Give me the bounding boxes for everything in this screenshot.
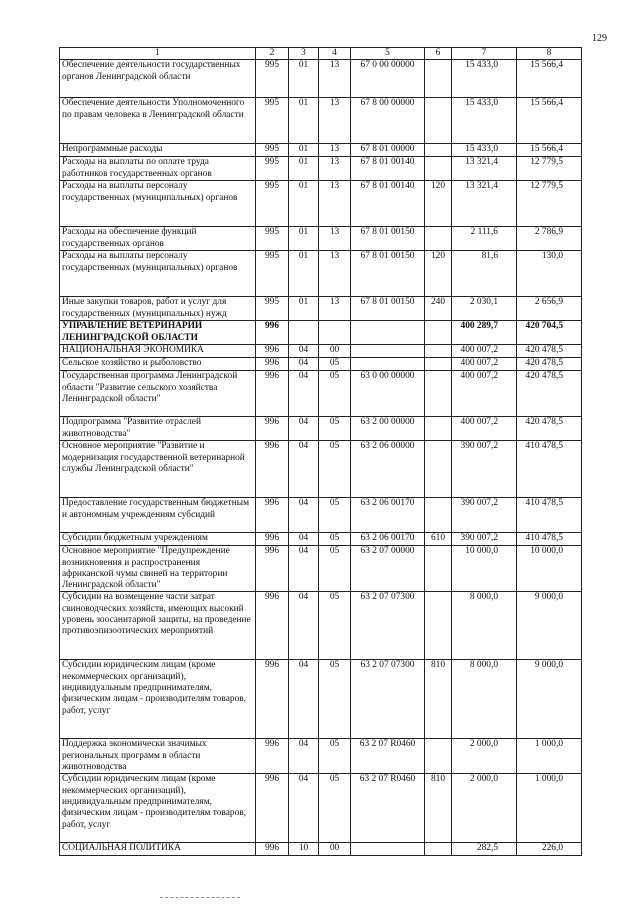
- cell-expense-type: [425, 321, 452, 345]
- cell-subsection: 05: [319, 417, 351, 441]
- cell-section: 01: [289, 157, 319, 181]
- cell-amount-year2: 420 478,5: [517, 345, 582, 358]
- cell-amount-year2: 130,0: [517, 251, 582, 297]
- cell-amount-year1: 2 111,6: [452, 227, 517, 251]
- table-row: [60, 227, 582, 251]
- cell-amount-year1: 15 433,0: [452, 98, 517, 144]
- cell-amount-year2: 9 000,0: [517, 592, 582, 660]
- cell-amount-year1: 2 030,1: [452, 297, 517, 321]
- cell-name: Непрограммные расходы: [60, 144, 256, 157]
- cell-subsection: 05: [319, 441, 351, 498]
- table-row: [60, 181, 582, 227]
- cell-code: 995: [256, 144, 289, 157]
- cell-amount-year1: 15 433,0: [452, 144, 517, 157]
- cell-amount-year1: 13 321,4: [452, 181, 517, 227]
- cell-target-article: 63 2 00 00000: [351, 417, 425, 441]
- cell-section: 01: [289, 144, 319, 157]
- cell-subsection: 05: [319, 498, 351, 533]
- cell-code: 996: [256, 345, 289, 358]
- cell-name: Основное мероприятие "Предупреждение возникновения и распространения африканской чумы свиней на территории Ленинградской области": [60, 546, 256, 592]
- column-header: 3: [289, 48, 319, 60]
- cell-code: 996: [256, 739, 289, 774]
- cell-amount-year2: 226,0: [517, 843, 582, 856]
- cell-expense-type: [425, 98, 452, 144]
- cell-name: Субсидии бюджетным учреждениям: [60, 533, 256, 546]
- table-row: [60, 251, 582, 297]
- cell-subsection: 13: [319, 157, 351, 181]
- table-row: [60, 843, 582, 856]
- cell-amount-year1: 10 000,0: [452, 546, 517, 592]
- cell-expense-type: [425, 498, 452, 533]
- cell-subsection: 13: [319, 60, 351, 98]
- cell-expense-type: [425, 739, 452, 774]
- cell-expense-type: [425, 345, 452, 358]
- cell-subsection: 05: [319, 660, 351, 739]
- cell-subsection: 00: [319, 843, 351, 856]
- cell-expense-type: 120: [425, 181, 452, 227]
- cell-amount-year1: 2 000,0: [452, 774, 517, 843]
- cell-amount-year1: 13 321,4: [452, 157, 517, 181]
- cell-code: 996: [256, 498, 289, 533]
- cell-target-article: 63 2 07 00000: [351, 546, 425, 592]
- cell-code: 996: [256, 592, 289, 660]
- cell-target-article: 63 2 07 07300: [351, 592, 425, 660]
- cell-target-article: 63 0 00 00000: [351, 371, 425, 417]
- cell-amount-year2: 420 704,5: [517, 321, 582, 345]
- cell-code: 996: [256, 358, 289, 371]
- cell-expense-type: [425, 417, 452, 441]
- cell-amount-year1: 81,6: [452, 251, 517, 297]
- cell-expense-type: [425, 546, 452, 592]
- cell-code: 995: [256, 227, 289, 251]
- cell-subsection: 13: [319, 251, 351, 297]
- cell-expense-type: [425, 441, 452, 498]
- cell-name: Субсидии на возмещение части затрат свиноводческих хозяйств, имеющих высокий уровень зоосанитарной защиты, на проведение противоэпизоотических мероприятий: [60, 592, 256, 660]
- cell-amount-year1: 8 000,0: [452, 592, 517, 660]
- budget-table: [59, 47, 582, 856]
- cell-name: Подпрограмма "Развитие отраслей животноводства": [60, 417, 256, 441]
- header-row: [60, 48, 582, 60]
- cell-section: 04: [289, 345, 319, 358]
- cell-section: 04: [289, 498, 319, 533]
- cell-amount-year1: 400 289,7: [452, 321, 517, 345]
- table-row: [60, 345, 582, 358]
- cell-amount-year1: 390 007,2: [452, 441, 517, 498]
- cell-amount-year1: 400 007,2: [452, 345, 517, 358]
- cell-code: 996: [256, 843, 289, 856]
- cell-expense-type: [425, 227, 452, 251]
- cell-name: Основное мероприятие "Развитие и модернизация государственной ветеринарной службы Ленинградской области": [60, 441, 256, 498]
- cell-amount-year2: 9 000,0: [517, 660, 582, 739]
- cell-expense-type: [425, 60, 452, 98]
- cell-name: Сельское хозяйство и рыболовство: [60, 358, 256, 371]
- cell-amount-year2: 410 478,5: [517, 498, 582, 533]
- cell-code: 995: [256, 181, 289, 227]
- cell-subsection: 05: [319, 546, 351, 592]
- cell-target-article: 67 8 01 00000: [351, 144, 425, 157]
- cell-code: 996: [256, 546, 289, 592]
- column-header: 8: [517, 48, 582, 60]
- cell-amount-year1: 400 007,2: [452, 371, 517, 417]
- cell-code: 995: [256, 157, 289, 181]
- cell-section: 01: [289, 251, 319, 297]
- cell-amount-year1: 282,5: [452, 843, 517, 856]
- cell-subsection: 13: [319, 297, 351, 321]
- cell-amount-year1: 390 007,2: [452, 533, 517, 546]
- cell-section: [289, 321, 319, 345]
- column-header: 1: [60, 48, 256, 60]
- cell-code: 996: [256, 660, 289, 739]
- cell-code: 995: [256, 251, 289, 297]
- cell-name: Расходы на обеспечение функций государственных органов: [60, 227, 256, 251]
- cell-section: 01: [289, 181, 319, 227]
- cell-expense-type: 120: [425, 251, 452, 297]
- cell-section: 01: [289, 60, 319, 98]
- cell-name: УПРАВЛЕНИЕ ВЕТЕРИНАРИИ ЛЕНИНГРАДСКОЙ ОБЛАСТИ: [60, 321, 256, 345]
- cell-target-article: 63 2 06 00170: [351, 498, 425, 533]
- cell-target-article: 67 8 00 00000: [351, 98, 425, 144]
- cell-amount-year2: 1 000,0: [517, 739, 582, 774]
- cell-amount-year2: 15 566,4: [517, 60, 582, 98]
- cell-section: 01: [289, 297, 319, 321]
- cell-target-article: [351, 843, 425, 856]
- cell-amount-year2: 2 786,9: [517, 227, 582, 251]
- table-row: [60, 592, 582, 660]
- table-row: [60, 739, 582, 774]
- cell-amount-year1: 390 007,2: [452, 498, 517, 533]
- cell-amount-year1: 8 000,0: [452, 660, 517, 739]
- cell-code: 996: [256, 371, 289, 417]
- table-row: [60, 660, 582, 739]
- cell-name: Государственная программа Ленинградской области "Развитие сельского хозяйства Ленинградской области": [60, 371, 256, 417]
- cell-code: 995: [256, 60, 289, 98]
- cell-target-article: 63 2 07 R0460: [351, 774, 425, 843]
- cell-name: Расходы на выплаты по оплате труда работников государственных органов: [60, 157, 256, 181]
- cell-code: 995: [256, 297, 289, 321]
- table-row: [60, 546, 582, 592]
- column-header: 7: [452, 48, 517, 60]
- cell-section: 01: [289, 227, 319, 251]
- cell-section: 04: [289, 546, 319, 592]
- cell-code: 996: [256, 417, 289, 441]
- cell-expense-type: 810: [425, 660, 452, 739]
- cell-expense-type: 810: [425, 774, 452, 843]
- table-row: [60, 441, 582, 498]
- cell-section: 04: [289, 774, 319, 843]
- cell-expense-type: [425, 144, 452, 157]
- cell-amount-year2: 410 478,5: [517, 533, 582, 546]
- cell-name: Предоставление государственным бюджетным и автономным учреждениям субсидий: [60, 498, 256, 533]
- cell-amount-year2: 12 779,5: [517, 181, 582, 227]
- cell-name: Расходы на выплаты персоналу государственных (муниципальных) органов: [60, 251, 256, 297]
- cell-target-article: [351, 358, 425, 371]
- cell-amount-year2: 420 478,5: [517, 417, 582, 441]
- table-row: [60, 533, 582, 546]
- cell-code: 996: [256, 321, 289, 345]
- table-row: [60, 98, 582, 144]
- cell-amount-year1: 400 007,2: [452, 358, 517, 371]
- cell-target-article: 67 8 01 00140: [351, 157, 425, 181]
- cell-amount-year2: 410 478,5: [517, 441, 582, 498]
- cell-amount-year1: 400 007,2: [452, 417, 517, 441]
- cell-section: 10: [289, 843, 319, 856]
- cell-expense-type: 610: [425, 533, 452, 546]
- cell-subsection: 05: [319, 533, 351, 546]
- cell-expense-type: [425, 371, 452, 417]
- cell-target-article: 63 2 07 R0460: [351, 739, 425, 774]
- cell-amount-year2: 15 566,4: [517, 144, 582, 157]
- table-row: [60, 60, 582, 98]
- table-row: [60, 371, 582, 417]
- cell-expense-type: [425, 157, 452, 181]
- cell-name: Поддержка экономически значимых региональных программ в области животноводства: [60, 739, 256, 774]
- cell-subsection: 05: [319, 371, 351, 417]
- cell-amount-year2: 2 656,9: [517, 297, 582, 321]
- cell-section: 01: [289, 98, 319, 144]
- cell-code: 996: [256, 441, 289, 498]
- cell-subsection: 13: [319, 227, 351, 251]
- table-row: [60, 417, 582, 441]
- cell-name: Субсидии юридическим лицам (кроме некоммерческих организаций), индивидуальным предпринимателям, физическим лицам - производителям товаров, работ, услуг: [60, 660, 256, 739]
- cell-subsection: 05: [319, 592, 351, 660]
- column-header: 2: [256, 48, 289, 60]
- cell-name: Иные закупки товаров, работ и услуг для государственных (муниципальных) нужд: [60, 297, 256, 321]
- cell-amount-year2: 420 478,5: [517, 358, 582, 371]
- cell-section: 04: [289, 592, 319, 660]
- cell-subsection: 13: [319, 181, 351, 227]
- cell-target-article: 63 2 07 07300: [351, 660, 425, 739]
- cell-target-article: 63 2 06 00000: [351, 441, 425, 498]
- cell-name: СОЦИАЛЬНАЯ ПОЛИТИКА: [60, 843, 256, 856]
- table-row: [60, 498, 582, 533]
- cell-code: 995: [256, 98, 289, 144]
- table-row: [60, 358, 582, 371]
- cell-section: 04: [289, 533, 319, 546]
- cell-amount-year2: 12 779,5: [517, 157, 582, 181]
- cell-subsection: 13: [319, 98, 351, 144]
- cell-amount-year2: 10 000,0: [517, 546, 582, 592]
- cell-target-article: 67 0 00 00000: [351, 60, 425, 98]
- column-header: 5: [351, 48, 425, 60]
- cell-subsection: [319, 321, 351, 345]
- cell-expense-type: [425, 592, 452, 660]
- table-row: [60, 297, 582, 321]
- cell-section: 04: [289, 739, 319, 774]
- cell-subsection: 00: [319, 345, 351, 358]
- cell-section: 04: [289, 417, 319, 441]
- cell-target-article: [351, 345, 425, 358]
- cell-name: Расходы на выплаты персоналу государственных (муниципальных) органов: [60, 181, 256, 227]
- cell-target-article: 67 8 01 00150: [351, 227, 425, 251]
- table-row: [60, 157, 582, 181]
- cell-code: 996: [256, 533, 289, 546]
- cell-amount-year1: 15 433,0: [452, 60, 517, 98]
- page-number: 129: [592, 33, 607, 44]
- cell-subsection: 05: [319, 774, 351, 843]
- cell-subsection: 13: [319, 144, 351, 157]
- bottom-edge-mark: [160, 897, 240, 898]
- cell-expense-type: [425, 843, 452, 856]
- cell-subsection: 05: [319, 739, 351, 774]
- cell-amount-year2: 420 478,5: [517, 371, 582, 417]
- cell-name: Субсидии юридическим лицам (кроме некоммерческих организаций), индивидуальным предпринимателям, физическим лицам - производителям товаров, работ, услуг: [60, 774, 256, 843]
- cell-subsection: 05: [319, 358, 351, 371]
- cell-amount-year2: 15 566,4: [517, 98, 582, 144]
- cell-section: 04: [289, 358, 319, 371]
- table-row: [60, 321, 582, 345]
- table-row: [60, 774, 582, 843]
- cell-expense-type: 240: [425, 297, 452, 321]
- cell-target-article: [351, 321, 425, 345]
- column-header: 4: [319, 48, 351, 60]
- cell-amount-year2: 1 000,0: [517, 774, 582, 843]
- cell-section: 04: [289, 441, 319, 498]
- cell-target-article: 67 8 01 00140: [351, 181, 425, 227]
- cell-target-article: 67 8 01 00150: [351, 297, 425, 321]
- cell-code: 996: [256, 774, 289, 843]
- cell-name: Обеспечение деятельности Уполномоченного по правам человека в Ленинградской области: [60, 98, 256, 144]
- cell-name: НАЦИОНАЛЬНАЯ ЭКОНОМИКА: [60, 345, 256, 358]
- cell-section: 04: [289, 371, 319, 417]
- cell-expense-type: [425, 358, 452, 371]
- cell-name: Обеспечение деятельности государственных органов Ленинградской области: [60, 60, 256, 98]
- cell-section: 04: [289, 660, 319, 739]
- column-header: 6: [425, 48, 452, 60]
- cell-amount-year1: 2 000,0: [452, 739, 517, 774]
- cell-target-article: 67 8 01 00150: [351, 251, 425, 297]
- cell-target-article: 63 2 06 00170: [351, 533, 425, 546]
- table-row: [60, 144, 582, 157]
